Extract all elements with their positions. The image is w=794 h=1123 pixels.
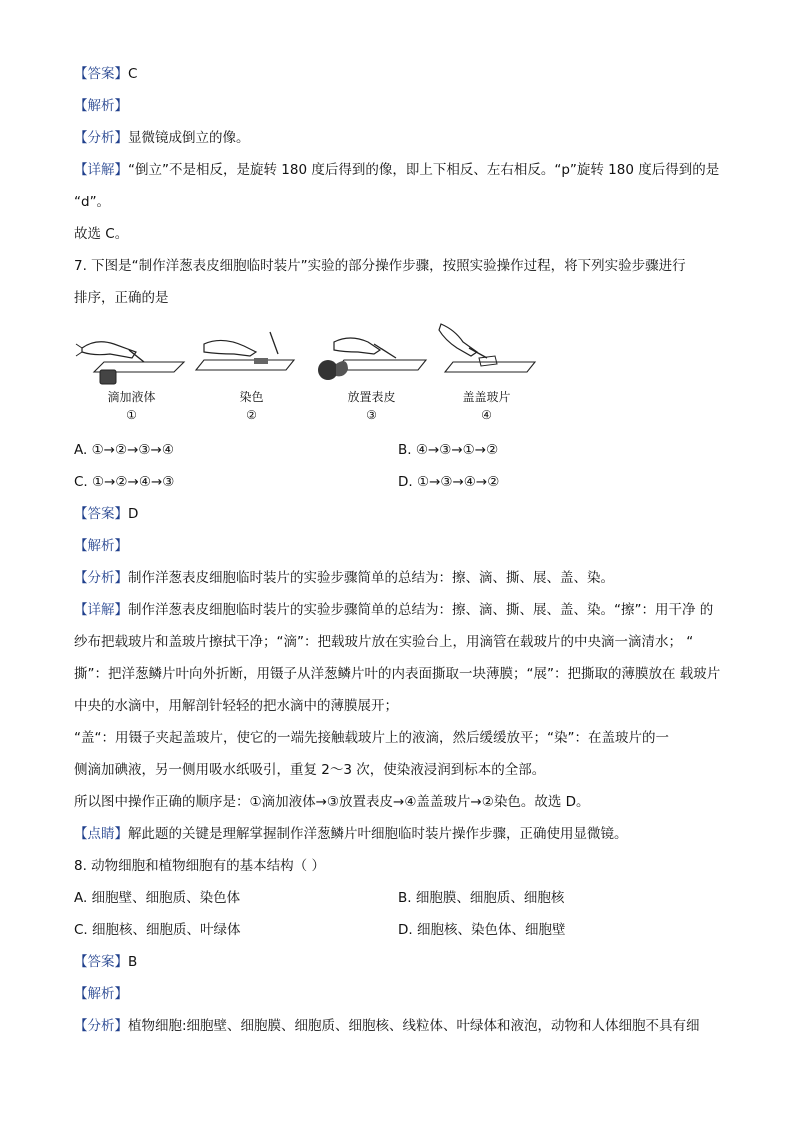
q7-stem: 7. 下图是“制作洋葱表皮细胞临时装片”实验的部分操作步骤，按照实验操作过程，将下列实验步骤进行: [74, 258, 686, 274]
figure-step-4: [429, 322, 544, 432]
q8-option-a[interactable]: A. 细胞壁、细胞质、染色体: [74, 890, 241, 906]
q7-detail: [74, 600, 713, 620]
dianjing-text: 解此题的关键是理解掌握制作洋葱鳞片叶细胞临时装片操作步骤，正确使用显微镜。: [128, 826, 628, 842]
step-label: 染色: [239, 390, 264, 404]
dianjing-tag: 【点睛】: [74, 826, 128, 842]
q7-detail-line-3: 撕”：把洋葱鳞片叶向外折断，用镊子从洋葱鳞片叶的内表面撕取一块薄膜；“展”：把撕取的薄膜放在 载玻片: [74, 666, 721, 682]
q6-detail: [74, 160, 719, 180]
q6-analysis-heading: 【解析】: [74, 98, 128, 114]
q7-fenxi: [74, 568, 614, 588]
answer-value: D: [128, 506, 139, 522]
fenxi-tag: 【分析】: [74, 570, 128, 586]
figure-step-3: [314, 322, 429, 432]
q7-detail-line-4: 中央的水滴中，用解剖针轻轻的把水滴中的薄膜展开；: [74, 698, 398, 714]
step-number: ③: [366, 408, 377, 422]
fenxi-tag: 【分析】: [74, 1018, 128, 1034]
q7-detail-line-5: “盖“：用镊子夹起盖玻片，使它的一端先接触载玻片上的液滴，然后缓缓放平；“染”：在盖玻片的一: [74, 730, 669, 746]
detail-tag: 【详解】: [74, 602, 128, 618]
answer-value: C: [128, 66, 138, 82]
staining-hand-illustration: [194, 322, 309, 388]
q7-dianjing: [74, 824, 628, 844]
step-number: ②: [246, 408, 257, 422]
q7-option-c[interactable]: C. ①→②→④→③: [74, 474, 175, 490]
q8-option-d[interactable]: D. 细胞核、染色体、细胞壁: [398, 922, 566, 938]
detail-text: 制作洋葱表皮细胞临时装片的实验步骤简单的总结为：擦、滴、撕、展、盖、染。“擦”：用干净 的: [128, 602, 714, 618]
detail-text: “倒立”不是相反，是旋转 180 度后得到的像，即上下相反、左右相反。“p”旋转 180 度后得到的是: [128, 162, 720, 178]
q8-analysis-heading: 【解析】: [74, 986, 128, 1002]
step-label: 放置表皮: [347, 390, 396, 404]
figure-step-1: [74, 322, 189, 432]
q7-option-d[interactable]: D. ①→③→④→②: [398, 474, 500, 490]
answer-value: B: [128, 954, 138, 970]
q8-option-c[interactable]: C. 细胞核、细胞质、叶绿体: [74, 922, 241, 938]
q8-fenxi: [74, 1016, 700, 1036]
q6-detail-cont: “d”。: [74, 194, 111, 210]
q7-detail-line-6: 侧滴加碘液，另一侧用吸水纸吸引，重复 2～3 次，使染液浸润到标本的全部。: [74, 762, 546, 778]
q7-detail-line-2: 纱布把载玻片和盖玻片擦拭干净；“滴”：把载玻片放在实验台上，用滴管在载玻片的中央滴一滴清水； “: [74, 634, 694, 650]
step-number: ④: [481, 408, 492, 422]
answer-tag: 【答案】: [74, 506, 128, 522]
coverslip-hand-illustration: [429, 322, 544, 388]
q7-answer: [74, 504, 138, 524]
q8-answer: [74, 952, 137, 972]
q7-detail-line-7: 所以图中操作正确的顺序是：①滴加液体→③放置表皮→④盖盖玻片→②染色。故选 D。: [74, 794, 590, 810]
step-label: 滴加液体: [107, 390, 156, 404]
fenxi-text: 显微镜成倒立的像。: [128, 130, 250, 146]
q6-conclusion: 故选 C。: [74, 226, 129, 242]
q8-stem: 8. 动物细胞和植物细胞有的基本结构（ ）: [74, 858, 325, 874]
q8-option-b[interactable]: B. 细胞膜、细胞质、细胞核: [398, 890, 565, 906]
q6-fenxi: [74, 128, 250, 148]
step-number: ①: [126, 408, 137, 422]
q7-option-b[interactable]: B. ④→③→①→②: [398, 442, 499, 458]
q6-answer: [74, 64, 137, 84]
answer-tag: 【答案】: [74, 66, 128, 82]
placing-peel-illustration: [314, 322, 429, 388]
step-label: 盖盖玻片: [462, 390, 511, 404]
q7-stem-cont: 排序，正确的是: [74, 290, 169, 306]
fenxi-tag: 【分析】: [74, 130, 128, 146]
detail-tag: 【详解】: [74, 162, 128, 178]
answer-tag: 【答案】: [74, 954, 128, 970]
fenxi-text: 植物细胞:细胞壁、细胞膜、细胞质、细胞核、线粒体、叶绿体和液泡，动物和人体细胞不具有细: [128, 1018, 700, 1034]
q7-option-a[interactable]: A. ①→②→③→④: [74, 442, 174, 458]
q7-figure: [74, 322, 544, 432]
figure-step-2: [194, 322, 309, 432]
fenxi-text: 制作洋葱表皮细胞临时装片的实验步骤简单的总结为：擦、滴、撕、展、盖、染。: [128, 570, 614, 586]
dropper-hand-illustration: [74, 322, 189, 388]
q7-analysis-heading: 【解析】: [74, 538, 128, 554]
